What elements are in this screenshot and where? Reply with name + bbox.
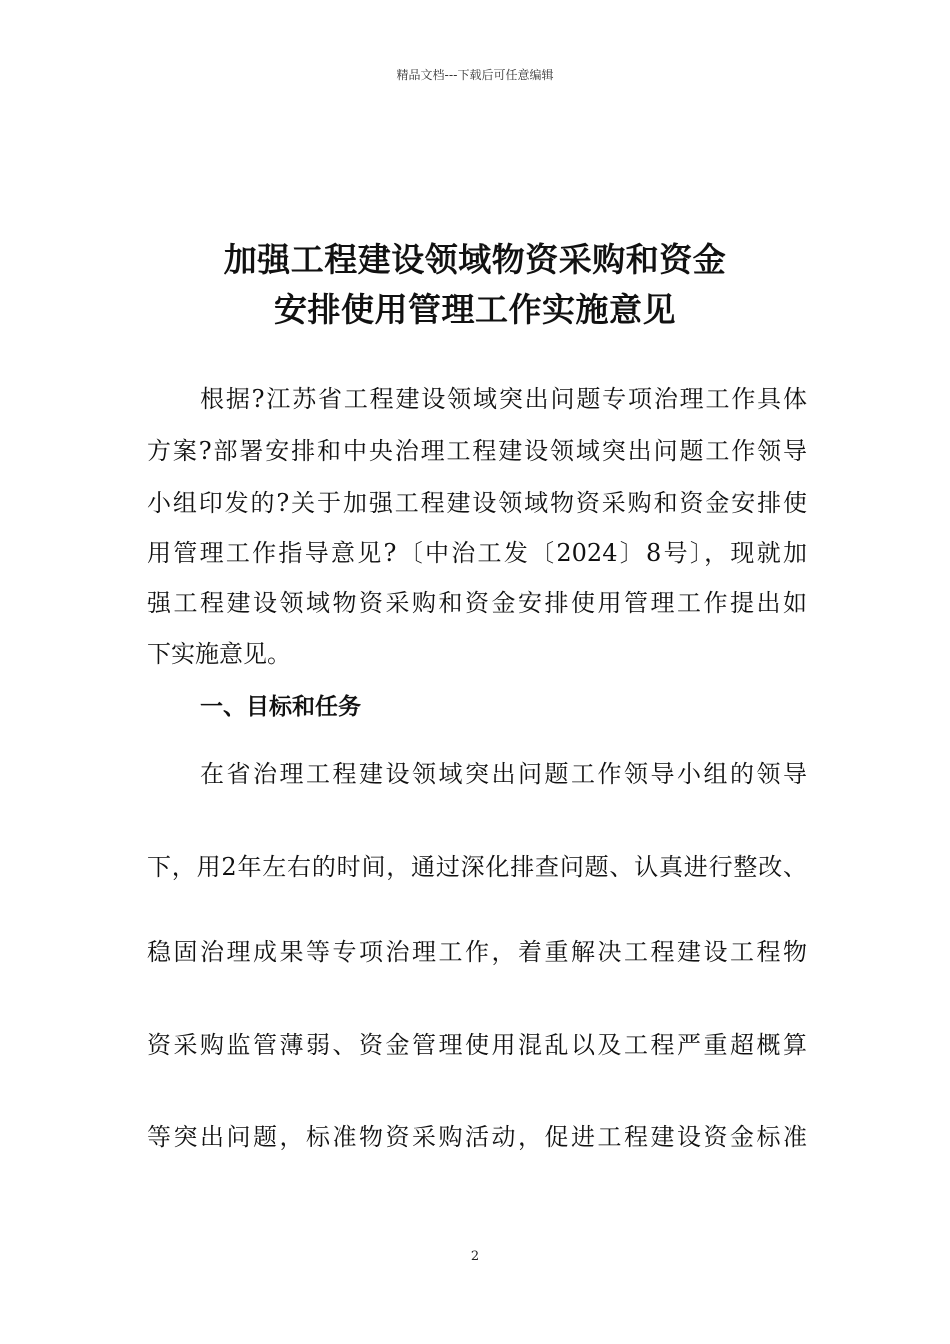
intro-line: 强工程建设领域物资采购和资金安排使用管理工作提出如	[147, 589, 807, 617]
document-title-line-2: 安排使用管理工作实施意见	[274, 290, 676, 329]
page-header: 精品文档---下载后可任意编辑	[396, 68, 554, 82]
intro-line: 根据?江苏省工程建设领域突出问题专项治理工作具体	[200, 385, 807, 413]
document-title-line-1: 加强工程建设领域物资采购和资金	[223, 240, 727, 279]
page-number: 2	[470, 1249, 480, 1264]
intro-line: 小组印发的?关于加强工程建设领域物资采购和资金安排使	[147, 489, 807, 517]
section-line: 下，用2年左右的时间，通过深化排查问题、认真进行整改、	[147, 853, 807, 881]
intro-line: 方案?部署安排和中央治理工程建设领域突出问题工作领导	[147, 437, 807, 465]
section-line: 资采购监管薄弱、资金管理使用混乱以及工程严重超概算	[147, 1031, 807, 1059]
section-heading: 一、目标和任务	[200, 694, 361, 720]
intro-line: 下实施意见。	[147, 640, 291, 668]
section-line: 在省治理工程建设领域突出问题工作领导小组的领导	[200, 760, 807, 788]
section-line: 等突出问题，标准物资采购活动，促进工程建设资金标准	[147, 1123, 807, 1151]
intro-line: 用管理工作指导意见?〔中治工发〔2024〕8号〕，现就加	[147, 539, 807, 567]
section-line: 稳固治理成果等专项治理工作，着重解决工程建设工程物	[147, 938, 807, 966]
